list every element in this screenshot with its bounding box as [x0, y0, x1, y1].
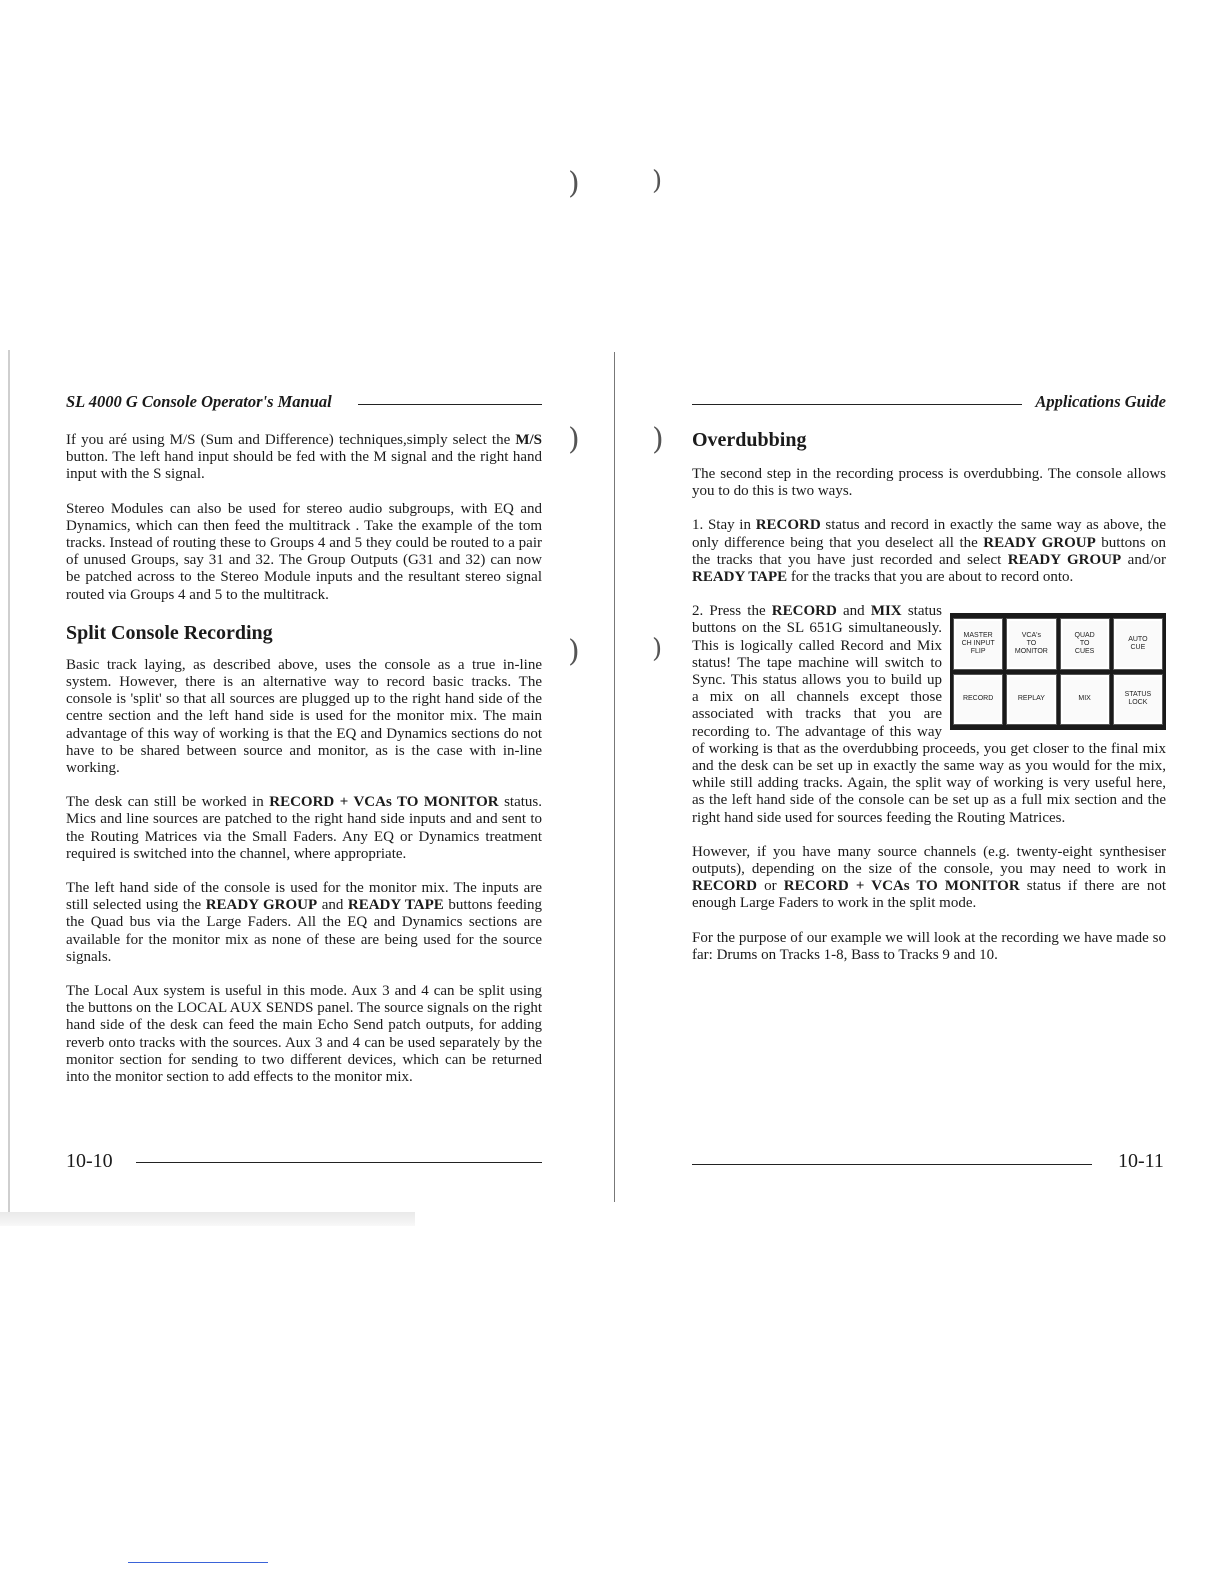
- binding-mark: ): [652, 422, 664, 457]
- ms-paragraph: If you aré using M/S (Sum and Difference) techniques,simply select the M/S button. The left hand input should be fed with the M signal and the right hand input with the S signal.: [66, 432, 542, 483]
- quad-to-cues-key: QUAD TO CUES: [1061, 619, 1109, 669]
- status-button-panel: [950, 613, 1166, 730]
- status-lock-key: STATUS LOCK: [1114, 675, 1162, 725]
- master-ch-input-flip-key: MASTER CH INPUT FLIP: [954, 619, 1002, 669]
- left-footer-rule: [136, 1162, 542, 1163]
- overdub-intro: The second step in the recording process is overdubbing. The console allows you to do this is two ways.: [692, 466, 1166, 500]
- purpose-paragraph: For the purpose of our example we will look at the recording we have made so far: Drums on Tracks 1-8, Bass to Tracks 9 and 10.: [692, 929, 1166, 963]
- binding-mark: ): [568, 166, 580, 201]
- binding-mark: ): [652, 166, 663, 196]
- stereo-modules-paragraph: Stereo Modules can also be used for stereo audio subgroups, with EQ and Dynamics, which can then feed the multitrack . Take the example of the tom tracks. Instead of routing these to Groups 4 and 5 they could be routed to a pair of unused Groups, say 31 and 32. The Group Outputs (G31 and 32) can now be patched across to the Stereo Module inputs and the resultant stereo signal routed via Groups 4 and 5 to the multitrack.: [66, 500, 542, 603]
- vcas-to-monitor-key: VCA's TO MONITOR: [1007, 619, 1055, 669]
- right-header-rule: [692, 404, 1022, 405]
- step-one-paragraph: 1. Stay in RECORD status and record in exactly the same way as above, the only difference being that you deselect all the READY GROUP buttons on the tracks that you have just recorded and select READY GROUP and/or READY TAPE for the tracks that you are about to record onto.: [692, 517, 1166, 586]
- overdubbing-heading: Overdubbing: [692, 429, 807, 451]
- however-paragraph: However, if you have many source channels (e.g. twenty-eight synthesiser outputs), depending on the size of the console, you may need to work in RECORD or RECORD + VCAs TO MONITOR status if there are not enough Large Faders to work in the split mode.: [692, 843, 1166, 912]
- left-running-header: SL 4000 G Console Operator's Manual: [66, 392, 332, 411]
- status-panel-photo: [950, 613, 1166, 730]
- split-console-heading: Split Console Recording: [66, 621, 273, 644]
- left-hand-paragraph: The left hand side of the console is used for the monitor mix. The inputs are still selected using the READY GROUP and READY TAPE buttons feeding the Quad bus via the Large Faders. All the EQ and Dynamics sections are available for the monitor mix as none of these are being used for the source signals.: [66, 880, 542, 965]
- left-header-rule: [358, 404, 542, 405]
- right-footer-rule: [692, 1164, 1092, 1165]
- step-two-paragraph: MASTER CH INPUT FLIP VCA's TO MONITOR QUAD TO CUES AUTO CUE RECORD REPLAY MIX STATUS LOCK 2. Press the RECORD and MIX status buttons on the SL 651G simultaneously. This is logically called Record and Mix status! The tape machine will switch to Sync. This status allows you to build up a mix on all channels except those associated with tracks that you are recording to. The advantage of this way of working is that as the overdubbing proceeds, you get closer to the final mix and the desk can be set up in exactly the same way as you would for the mix, while still adding tracks. Again, the split way of working is very useful here, as the left hand side of the console can be set up as a full mix section and the right hand side used for sources feeding the Routing Matrices.: [692, 603, 1166, 826]
- basic-track-paragraph: Basic track laying, as described above, uses the console as a true in-line system. However, there is an alternative way to record basic tracks. The console is 'split' so that all sources are plugged up to the right hand side of the centre section and the left hand side is used for the monitor mix. The main advantage of this way of working is that the EQ and Dynamics sections do not have to be shared between source and monitor, as is the case with in-line working.: [66, 656, 542, 777]
- binding-mark: ): [652, 634, 663, 664]
- auto-cue-key: AUTO CUE: [1114, 619, 1162, 669]
- mix-key: MIX: [1061, 675, 1109, 725]
- record-key: RECORD: [954, 675, 1002, 725]
- desk-paragraph: The desk can still be worked in RECORD + VCAs TO MONITOR status. Mics and line sources are patched to the right hand side inputs and and sent to the Routing Matrices via the Small Faders. Any EQ or Dynamics treatment required is switched into the channel, where appropriate.: [66, 794, 542, 862]
- local-aux-paragraph: The Local Aux system is useful in this mode. Aux 3 and 4 can be split using the buttons on the LOCAL AUX SENDS panel. The source signals on the right hand side of the desk can feed the main Echo Send patch outputs, for adding reverb onto tracks with the sources. Aux 3 and 4 can be used separately by the monitor section for sending to two different devices, which can be returned into the monitor section to add effects to the monitor mix.: [66, 983, 542, 1086]
- binding-mark: ): [568, 422, 580, 457]
- right-running-header: Applications Guide: [1035, 392, 1166, 411]
- replay-key: REPLAY: [1007, 675, 1055, 725]
- left-body: [66, 432, 542, 1103]
- right-body: [692, 428, 1166, 981]
- left-page-number: 10-10: [66, 1150, 113, 1172]
- binding-mark: ): [568, 634, 580, 669]
- right-page-number: 10-11: [1118, 1150, 1164, 1172]
